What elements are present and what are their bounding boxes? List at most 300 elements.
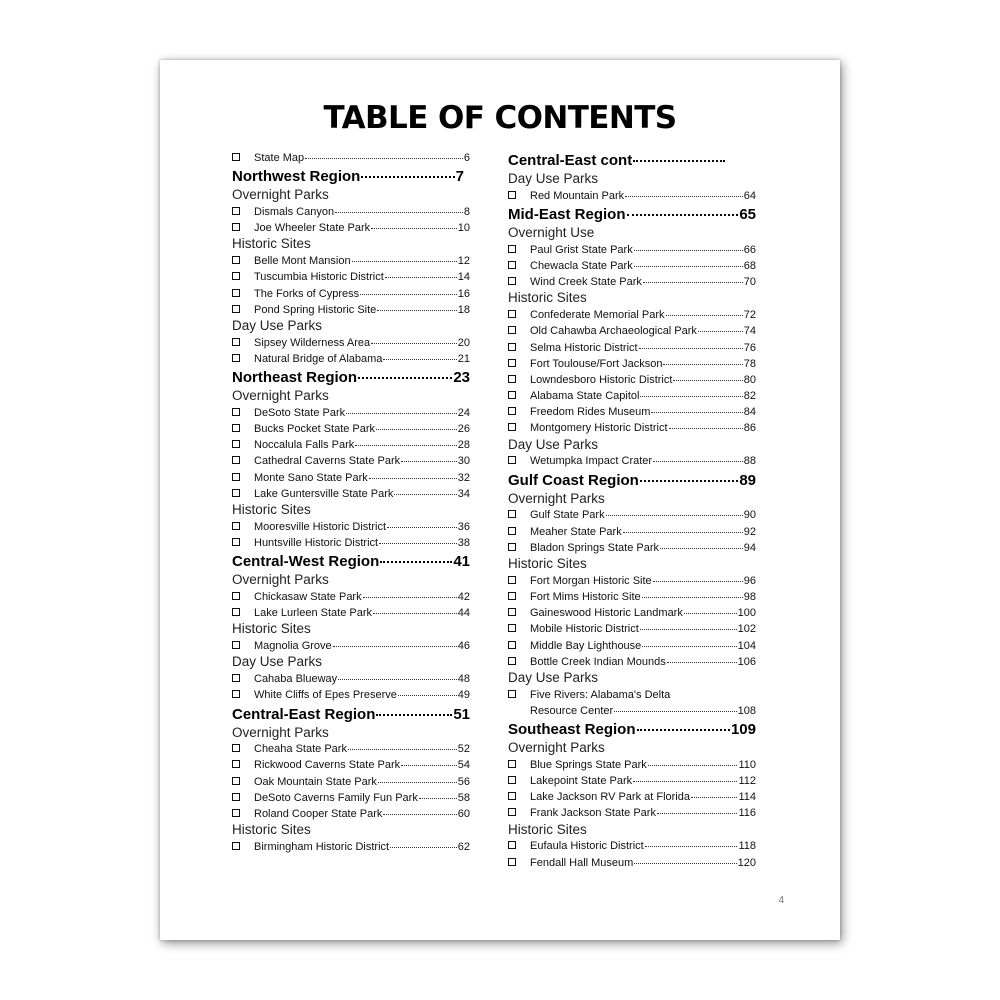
checkbox-icon[interactable] — [508, 245, 516, 253]
checkbox-icon[interactable] — [508, 310, 516, 318]
checkbox-icon[interactable] — [508, 858, 516, 866]
checkbox-icon[interactable] — [508, 456, 516, 464]
section-subheading: Overnight Use — [508, 224, 595, 240]
toc-entry-label: Lake Jackson RV Park at Florida — [530, 791, 690, 804]
toc-entry-page: 116 — [738, 807, 756, 820]
dot-leader — [401, 764, 457, 766]
page-number: 4 — [778, 895, 784, 906]
toc-entry-label: Chickasaw State Park — [254, 590, 362, 603]
toc-entry-label: Selma Historic District — [530, 341, 638, 354]
region-heading[interactable]: Northeast Region 23 — [232, 369, 470, 387]
toc-entry[interactable] — [232, 470, 470, 486]
toc-entry-label: Roland Cooper State Park — [254, 808, 383, 821]
toc-entry[interactable] — [232, 269, 470, 285]
section-subheading: Historic Sites — [508, 555, 587, 571]
dot-leader — [634, 249, 743, 251]
dot-leader — [653, 460, 743, 462]
dot-leader — [666, 314, 743, 316]
section-subheading: Historic Sites — [232, 236, 311, 252]
section-subheading: Overnight Parks — [232, 388, 329, 404]
section-subheading: Day Use Parks — [232, 317, 323, 333]
toc-entry[interactable] — [508, 453, 756, 469]
dot-leader — [642, 645, 736, 647]
dot-leader — [606, 514, 743, 516]
checkbox-icon[interactable] — [508, 359, 516, 367]
toc-entry-label: Gulf State Park — [530, 509, 605, 522]
checkbox-icon[interactable] — [508, 576, 516, 584]
toc-entry[interactable] — [508, 805, 756, 821]
checkbox-icon[interactable] — [508, 841, 516, 849]
checkbox-icon[interactable] — [232, 289, 240, 297]
toc-entry-page: 26 — [457, 423, 470, 436]
toc-entry[interactable] — [508, 540, 756, 556]
checkbox-icon[interactable] — [508, 808, 516, 816]
toc-entry-page: 100 — [737, 607, 756, 620]
toc-entry[interactable] — [232, 286, 470, 302]
toc-entry[interactable] — [232, 302, 470, 318]
toc-entry-page: 110 — [738, 758, 756, 771]
toc-entry[interactable] — [508, 838, 756, 854]
toc-entry-page: 49 — [457, 689, 470, 702]
toc-entry[interactable] — [508, 621, 756, 637]
dot-leader — [657, 812, 738, 814]
checkbox-icon[interactable] — [232, 272, 240, 280]
toc-entry-label: Gaineswood Historic Landmark — [530, 607, 683, 620]
dot-leader — [394, 493, 456, 495]
dot-leader — [419, 797, 457, 799]
section-subheading: Overnight Parks — [508, 740, 605, 756]
toc-entry-label: Wind Creek State Park — [530, 276, 642, 289]
dot-leader — [684, 612, 737, 614]
toc-entry[interactable]: State Map 6 — [232, 150, 470, 166]
toc-entry-page: 68 — [743, 259, 756, 272]
checkbox-icon[interactable] — [232, 744, 240, 752]
section-subheading: Day Use Parks — [508, 171, 599, 186]
region-heading[interactable]: Central-West Region 41 — [232, 553, 470, 571]
checkbox-icon[interactable] — [508, 191, 516, 199]
toc-entry-page: 82 — [743, 390, 756, 403]
section-subheading: Historic Sites — [508, 290, 587, 306]
toc-entry-label: Meaher State Park — [530, 525, 622, 538]
dot-leader — [673, 379, 742, 381]
checkbox-icon[interactable] — [232, 777, 240, 785]
toc-entry-page: 14 — [457, 271, 470, 284]
dot-leader — [643, 281, 743, 283]
section-subheading: Overnight Parks — [232, 572, 329, 588]
toc-entry-label: Cheaha State Park — [254, 743, 347, 756]
checkbox-icon[interactable] — [232, 674, 240, 682]
dot-leader — [363, 596, 457, 598]
region-heading[interactable]: Mid-East Region 65 — [508, 205, 756, 223]
toc-entry-label: Freedom Rides Museum — [530, 406, 651, 419]
checkbox-icon[interactable] — [508, 326, 516, 334]
dot-leader — [653, 580, 743, 582]
toc-entry-label: Monte Sano State Park — [254, 471, 368, 484]
toc-entry-label: Natural Bridge of Alabama — [254, 352, 383, 365]
checkbox-icon[interactable] — [232, 338, 240, 346]
section-subheading: Day Use Parks — [508, 436, 599, 452]
toc-entry-label: Fort Toulouse/Fort Jackson — [530, 357, 663, 370]
toc-entry[interactable] — [232, 204, 470, 220]
checkbox-icon[interactable] — [508, 657, 516, 665]
region-heading[interactable]: Central-East cont — [508, 150, 726, 171]
toc-entry-page: 104 — [737, 639, 756, 652]
toc-entry-page: 114 — [738, 791, 756, 804]
toc-entry-label: Dismals Canyon — [254, 205, 335, 218]
toc-entry-label: Noccalula Falls Park — [254, 439, 355, 452]
toc-entry-label: Lakepoint State Park — [530, 775, 633, 788]
dot-leader — [390, 846, 457, 848]
toc-entry-label: Pond Spring Historic Site — [254, 303, 377, 316]
toc-entry[interactable] — [232, 453, 470, 469]
dot-leader — [377, 309, 456, 311]
dot-leader — [634, 265, 743, 267]
toc-entry-label: Fendall Hall Museum — [530, 856, 634, 869]
toc-entry-page: 30 — [457, 455, 470, 468]
toc-entry-label: Confederate Memorial Park — [530, 309, 665, 322]
checkbox-icon[interactable] — [508, 261, 516, 269]
toc-entry-page: 21 — [457, 352, 470, 365]
toc-entry-label: Fort Mims Historic Site — [530, 590, 641, 603]
toc-entry-label: Fort Morgan Historic Site — [530, 574, 652, 587]
toc-entry-page: 20 — [457, 336, 470, 349]
dot-leader — [387, 526, 457, 528]
dot-leader — [333, 645, 457, 647]
toc-entry[interactable] — [232, 535, 470, 551]
checkbox-icon[interactable] — [508, 592, 516, 600]
dot-leader — [640, 395, 742, 397]
toc-entry-page: 32 — [457, 471, 470, 484]
toc-entry-label: Lake Guntersville State Park — [254, 487, 394, 500]
section-subheading: Day Use Parks — [508, 669, 599, 685]
toc-entry-page: 102 — [737, 623, 756, 636]
toc-entry-page: 38 — [457, 536, 470, 549]
section-subheading: Historic Sites — [232, 822, 311, 838]
dot-leader — [660, 547, 743, 549]
toc-entry-page: 80 — [743, 373, 756, 386]
toc-entry[interactable] — [232, 741, 470, 757]
toc-entry-label: Cathedral Caverns State Park — [254, 455, 401, 468]
toc-entry[interactable] — [508, 773, 756, 789]
toc-entry[interactable] — [232, 790, 470, 806]
toc-entry-label: Paul Grist State Park — [530, 243, 633, 256]
toc-entry[interactable] — [232, 351, 470, 367]
document-page — [160, 60, 840, 940]
dot-leader — [373, 612, 457, 614]
checkbox-icon[interactable] — [232, 473, 240, 481]
dot-leader — [398, 694, 457, 696]
toc-entry-page: 48 — [457, 673, 470, 686]
checkbox-icon[interactable] — [508, 277, 516, 285]
checkbox-icon[interactable] — [508, 343, 516, 351]
dot-leader — [633, 780, 737, 782]
region-heading[interactable]: Gulf Coast Region 89 — [508, 471, 756, 489]
toc-entry-label: Lowndesboro Historic District — [530, 373, 673, 386]
checkbox-icon[interactable] — [232, 207, 240, 215]
toc-entry[interactable] — [508, 242, 756, 258]
checkbox-icon[interactable] — [232, 842, 240, 850]
toc-entry[interactable] — [508, 589, 756, 605]
toc-entry-label: Red Mountain Park — [530, 189, 625, 202]
toc-entry-label: Blue Springs State Park — [530, 758, 647, 771]
toc-entry[interactable] — [508, 524, 756, 540]
toc-entry[interactable] — [508, 274, 756, 290]
toc-entry[interactable] — [232, 335, 470, 351]
toc-entry[interactable] — [508, 340, 756, 356]
checkbox-icon[interactable] — [232, 354, 240, 362]
toc-entry-label: Bladon Springs State Park — [530, 541, 660, 554]
toc-entry-label: Belle Mont Mansion — [254, 255, 351, 268]
dot-leader — [355, 444, 456, 446]
checkbox-icon[interactable] — [508, 375, 516, 383]
toc-entry[interactable] — [232, 687, 470, 703]
toc-entry-page: 64 — [743, 189, 756, 202]
toc-entry-label: Lake Lurleen State Park — [254, 607, 373, 620]
toc-entry[interactable] — [508, 323, 756, 339]
toc-entry[interactable] — [232, 220, 470, 236]
toc-entry-page: 62 — [457, 841, 470, 854]
toc-entry[interactable] — [232, 757, 470, 773]
checkbox-icon[interactable] — [508, 510, 516, 518]
section-subheading: Historic Sites — [232, 621, 311, 637]
checkbox-icon[interactable] — [232, 456, 240, 464]
checkbox-icon[interactable] — [508, 423, 516, 431]
checkbox-icon[interactable] — [232, 608, 240, 616]
checkbox-icon[interactable] — [232, 256, 240, 264]
toc-entry-label: Middle Bay Lighthouse — [530, 639, 642, 652]
toc-entry[interactable] — [508, 258, 756, 274]
toc-entry[interactable] — [232, 839, 470, 855]
toc-entry-label: Eufaula Historic District — [530, 840, 644, 853]
toc-entry[interactable] — [232, 638, 470, 654]
toc-entry-page: 112 — [738, 775, 756, 788]
dot-leader — [371, 342, 457, 344]
dot-leader — [645, 845, 738, 847]
checkbox-icon[interactable] — [508, 690, 516, 698]
checkbox-icon[interactable] — [508, 641, 516, 649]
toc-entry-page: 120 — [737, 856, 756, 869]
dot-leader — [346, 412, 457, 414]
toc-entry-page: 10 — [457, 222, 470, 235]
dot-leader — [348, 748, 457, 750]
toc-entry-page: 92 — [743, 525, 756, 538]
toc-entry[interactable] — [508, 420, 756, 436]
toc-entry-page: 74 — [743, 325, 756, 338]
section-subheading: Overnight Parks — [232, 187, 329, 203]
section-subheading: Overnight Parks — [508, 490, 605, 506]
dot-leader — [663, 363, 742, 365]
toc-entry-page: 46 — [457, 640, 470, 653]
toc-entry[interactable] — [232, 437, 470, 453]
dot-leader — [625, 195, 743, 197]
checkbox-icon[interactable] — [232, 522, 240, 530]
toc-entry[interactable] — [508, 605, 756, 621]
toc-entry-page: 56 — [457, 775, 470, 788]
dot-leader — [378, 781, 457, 783]
region-heading[interactable]: Central-East Region 51 — [232, 705, 470, 723]
toc-entry-label: DeSoto Caverns Family Fun Park — [254, 791, 418, 804]
checkbox-icon[interactable] — [508, 527, 516, 535]
toc-entry-page: 96 — [743, 574, 756, 587]
toc-entry[interactable] — [508, 789, 756, 805]
toc-entry[interactable] — [508, 638, 756, 654]
region-heading[interactable]: Northwest Region 7 — [232, 168, 464, 186]
toc-entry[interactable] — [508, 188, 756, 204]
checkbox-icon[interactable] — [232, 641, 240, 649]
toc-entry-label: Montgomery Historic District — [530, 422, 668, 435]
checkbox-icon[interactable] — [508, 407, 516, 415]
toc-entry-label: Cahaba Blueway — [254, 673, 338, 686]
toc-entry-page: 58 — [457, 791, 470, 804]
checkbox-icon[interactable] — [508, 760, 516, 768]
toc-entry-label: Birmingham Historic District — [254, 841, 390, 854]
checkbox-icon[interactable] — [508, 776, 516, 784]
checkbox-icon[interactable] — [232, 793, 240, 801]
checkbox-icon[interactable] — [232, 408, 240, 416]
checkbox-icon[interactable] — [232, 440, 240, 448]
checkbox-icon[interactable] — [232, 592, 240, 600]
toc-entry-label: Sipsey Wilderness Area — [254, 336, 371, 349]
toc-entry-page: 52 — [457, 743, 470, 756]
region-heading[interactable]: Southeast Region 109 — [508, 721, 756, 739]
checkbox-icon[interactable] — [232, 489, 240, 497]
toc-entry-page: 106 — [737, 655, 756, 668]
toc-entry-page: 28 — [457, 439, 470, 452]
section-subheading: Overnight Parks — [232, 724, 329, 740]
toc-entry[interactable] — [508, 573, 756, 589]
toc-right-column — [508, 150, 756, 871]
dot-leader — [634, 862, 736, 864]
dot-leader — [642, 596, 743, 598]
toc-entry[interactable] — [232, 421, 470, 437]
toc-entry[interactable] — [232, 486, 470, 502]
dot-leader — [648, 764, 738, 766]
dot-leader — [369, 477, 457, 479]
dot-leader — [371, 227, 457, 229]
toc-entry[interactable] — [232, 806, 470, 822]
toc-entry-page: 94 — [743, 541, 756, 554]
toc-entry-page: 66 — [743, 243, 756, 256]
toc-entry-page: 24 — [457, 406, 470, 419]
dot-leader — [401, 460, 457, 462]
toc-entry-page: 70 — [743, 276, 756, 289]
toc-entry-page: 18 — [457, 303, 470, 316]
toc-entry-page: 42 — [457, 590, 470, 603]
dot-leader — [379, 542, 457, 544]
toc-left-column — [232, 150, 470, 855]
dot-leader — [352, 260, 457, 262]
toc-entry-label: Bottle Creek Indian Mounds — [530, 655, 666, 668]
toc-entry-page: 54 — [457, 759, 470, 772]
dot-leader — [640, 628, 737, 630]
dot-leader — [669, 427, 743, 429]
checkbox-icon[interactable] — [232, 809, 240, 817]
toc-entry-page: 16 — [457, 287, 470, 300]
toc-entry-label: Oak Mountain State Park — [254, 775, 377, 788]
toc-entry[interactable] — [508, 307, 756, 323]
toc-entry-label: Alabama State Capitol — [530, 390, 640, 403]
dot-leader — [338, 678, 457, 680]
checkbox-icon[interactable] — [232, 538, 240, 546]
toc-entry-page: 12 — [457, 255, 470, 268]
dot-leader — [335, 211, 463, 213]
checkbox-icon[interactable] — [232, 760, 240, 768]
toc-entry[interactable] — [508, 404, 756, 420]
toc-entry-label: DeSoto State Park — [254, 406, 346, 419]
checkbox-icon[interactable] — [232, 153, 240, 161]
dot-leader — [376, 428, 457, 430]
dot-leader — [383, 813, 456, 815]
toc-entry[interactable] — [232, 671, 470, 687]
toc-entry[interactable] — [508, 388, 756, 404]
toc-entry[interactable] — [232, 605, 470, 621]
toc-entry-label: Mooresville Historic District — [254, 520, 387, 533]
toc-entry-label: Wetumpka Impact Crater — [530, 455, 653, 468]
toc-entry[interactable] — [232, 253, 470, 269]
toc-entry-page: 60 — [457, 808, 470, 821]
toc-entry[interactable] — [232, 774, 470, 790]
page-title: TABLE OF CONTENTS — [323, 100, 677, 136]
dot-leader — [698, 330, 743, 332]
toc-entry-page: 78 — [743, 357, 756, 370]
toc-entry[interactable] — [508, 372, 756, 388]
toc-entry-label: Tuscumbia Historic District — [254, 271, 384, 284]
toc-entry[interactable] — [232, 405, 470, 421]
toc-entry-page: 72 — [743, 309, 756, 322]
toc-entry[interactable] — [232, 519, 470, 535]
toc-entry-label: Frank Jackson State Park — [530, 807, 656, 820]
dot-leader — [360, 293, 457, 295]
dot-leader — [691, 796, 737, 798]
toc-entry-label: Bucks Pocket State Park — [254, 423, 376, 436]
checkbox-icon[interactable] — [508, 543, 516, 551]
checkbox-icon[interactable] — [232, 424, 240, 432]
checkbox-icon[interactable] — [508, 792, 516, 800]
toc-entry-page: 90 — [743, 509, 756, 522]
checkbox-icon[interactable] — [232, 223, 240, 231]
toc-entry[interactable] — [508, 654, 756, 670]
toc-entry-page: 86 — [743, 422, 756, 435]
checkbox-icon[interactable] — [508, 624, 516, 632]
dot-leader — [623, 531, 743, 533]
toc-entry[interactable] — [232, 589, 470, 605]
checkbox-icon[interactable] — [508, 391, 516, 399]
dot-leader — [651, 411, 742, 413]
toc-entry[interactable]: Five Rivers: Alabama's Delta — [508, 687, 756, 703]
toc-entry-label: Joe Wheeler State Park — [254, 222, 371, 235]
dot-leader — [383, 358, 456, 360]
checkbox-icon[interactable] — [232, 690, 240, 698]
checkbox-icon[interactable] — [508, 608, 516, 616]
toc-entry[interactable] — [508, 356, 756, 372]
toc-entry-label: Mobile Historic District — [530, 623, 639, 636]
checkbox-icon[interactable] — [232, 305, 240, 313]
toc-entry-page: 44 — [457, 607, 470, 620]
toc-entry-page: 84 — [743, 406, 756, 419]
toc-entry[interactable] — [508, 507, 756, 523]
toc-entry-page: 36 — [457, 520, 470, 533]
toc-entry-label: The Forks of Cypress — [254, 287, 360, 300]
section-subheading: Historic Sites — [508, 821, 587, 837]
toc-entry[interactable] — [508, 855, 756, 871]
toc-entry-label: White Cliffs of Epes Preserve — [254, 689, 397, 702]
toc-entry-page: 76 — [743, 341, 756, 354]
section-subheading: Historic Sites — [232, 502, 311, 517]
toc-entry-label: Rickwood Caverns State Park — [254, 759, 401, 772]
toc-entry[interactable] — [508, 757, 756, 773]
toc-entry-page: 98 — [743, 590, 756, 603]
toc-entry-continuation[interactable]: Resource Center 108 — [530, 704, 756, 717]
